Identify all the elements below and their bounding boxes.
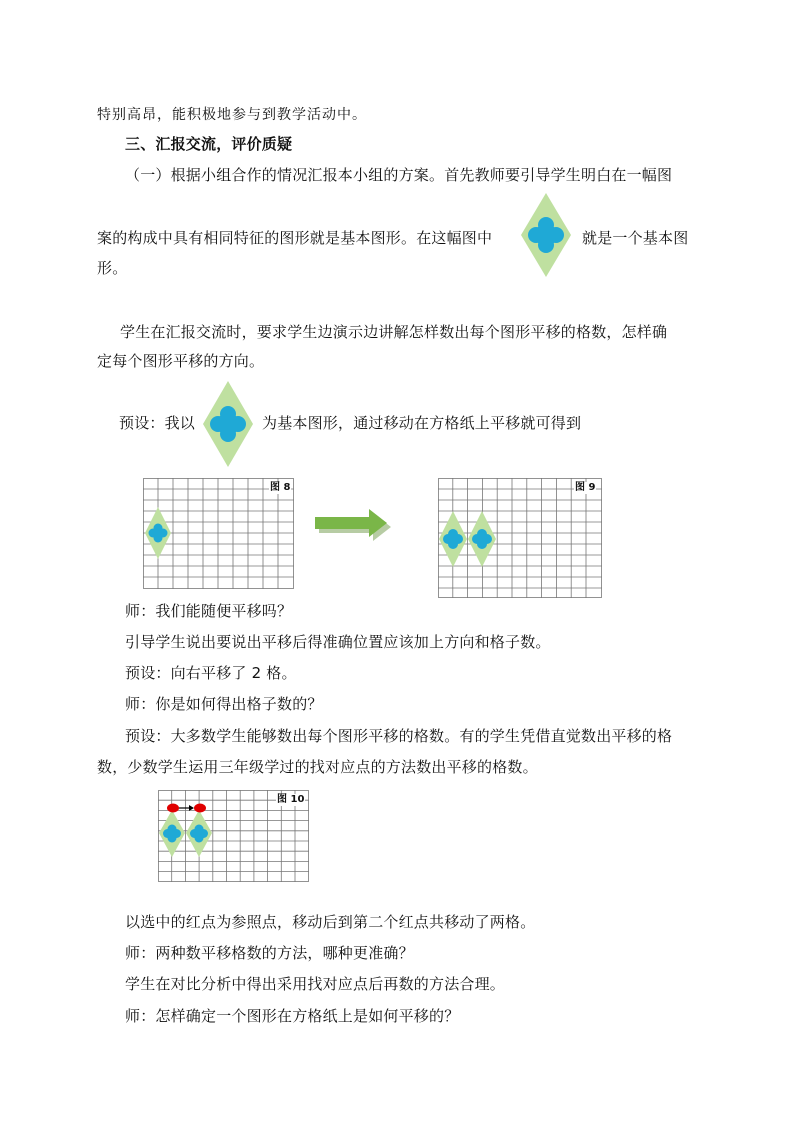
figure-8-grid <box>143 478 294 589</box>
right-arrow-icon <box>313 509 391 545</box>
paragraph-line: 师：我们能随便平移吗？ <box>125 602 293 620</box>
figure-10-grid <box>158 790 309 882</box>
figure-10-label: 图 10 <box>277 794 305 805</box>
figure-8-label: 图 8 <box>270 482 291 493</box>
paragraph-line: 师：怎样确定一个图形在方格纸上是如何平移的？ <box>125 1007 460 1025</box>
paragraph-line: 预设：大多数学生能够数出每个图形平移的格数。有的学生凭借直觉数出平移的格 <box>125 727 673 745</box>
section-heading: 三、汇报交流，评价质疑 <box>125 135 293 153</box>
paragraph-line: 案的构成中具有相同特征的图形就是基本图形。在这幅图中 <box>97 229 493 247</box>
paragraph-line: 师：你是如何得出格子数的？ <box>125 695 323 713</box>
paragraph-line: 学生在对比分析中得出采用找对应点后再数的方法合理。 <box>125 975 506 993</box>
paragraph-line: 预设：向右平移了 2 格。 <box>125 664 297 682</box>
paragraph-line: 以选中的红点为参照点，移动后到第二个红点共移动了两格。 <box>125 913 536 931</box>
basic-shape-diamond <box>203 381 253 471</box>
paragraph-line: 定每个图形平移的方向。 <box>97 352 265 370</box>
paragraph-line: 学生在汇报交流时，要求学生边演示边讲解怎样数出每个图形平移的格数，怎样确 <box>120 323 668 341</box>
paragraph-intro: 特别高昂，能积极地参与到教学活动中。 <box>97 107 367 123</box>
paragraph-line: 为基本图形，通过移动在方格纸上平移就可得到 <box>262 414 582 432</box>
figure-9-grid <box>438 478 602 598</box>
paragraph-line: 预设：我以 <box>119 414 196 432</box>
figure-9-label: 图 9 <box>575 482 596 493</box>
paragraph-line: 师：两种数平移格数的方法，哪种更准确？ <box>125 944 414 962</box>
basic-shape-diamond <box>521 193 571 281</box>
paragraph-line: 引导学生说出要说出平移后得准确位置应该加上方向和格子数。 <box>125 633 551 651</box>
paragraph-line: 数，少数学生运用三年级学过的找对应点的方法数出平移的格数。 <box>97 758 538 776</box>
paragraph-line: （一）根据小组合作的情况汇报本小组的方案。首先教师要引导学生明白在一幅图 <box>125 166 673 184</box>
paragraph-line: 就是一个基本图 <box>582 229 689 247</box>
paragraph-line: 形。 <box>97 259 128 277</box>
